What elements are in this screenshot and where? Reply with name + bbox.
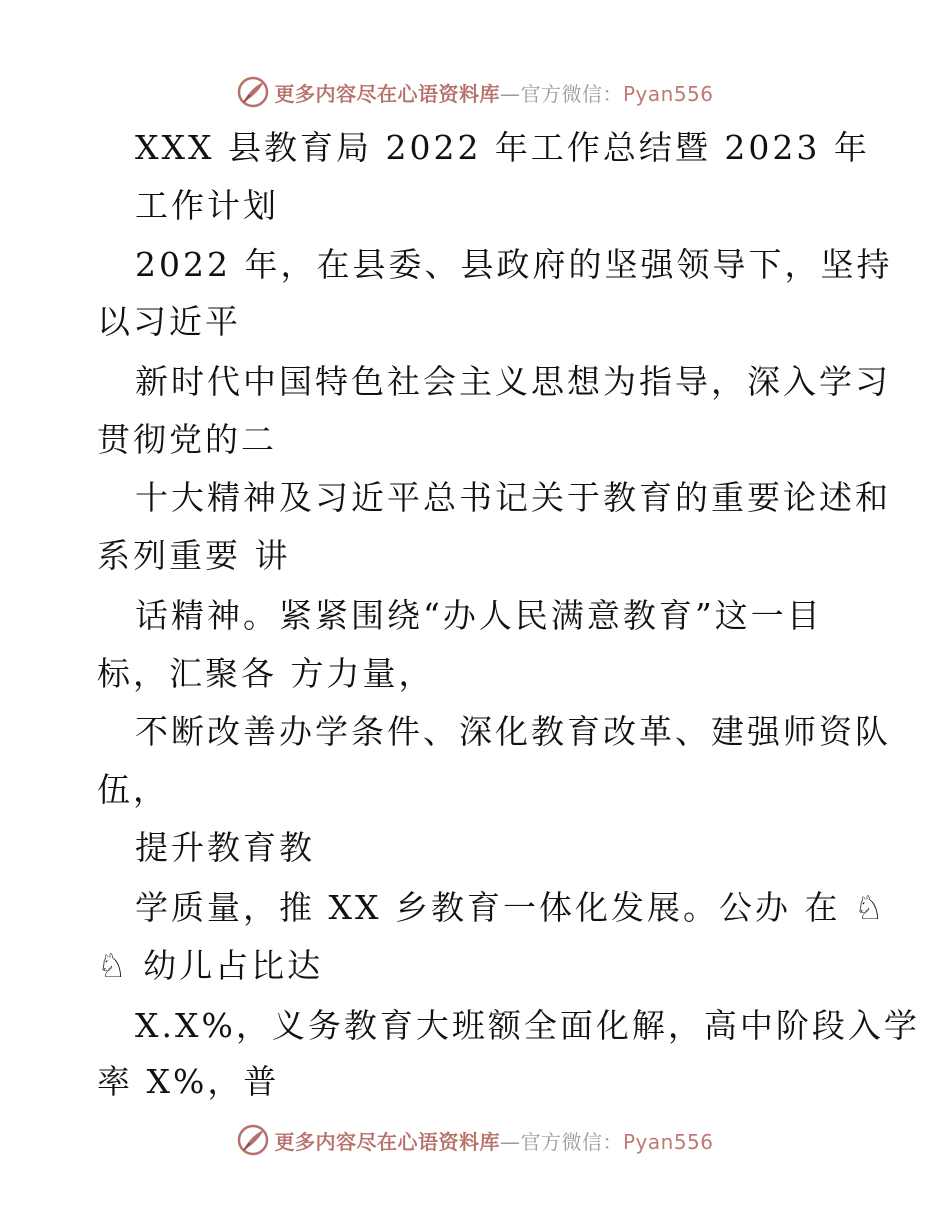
paragraph-line: 系列重要 讲 xyxy=(97,536,291,575)
document-title-line-2: 工作计划 xyxy=(135,186,279,225)
feather-pen-logo-icon xyxy=(236,1123,270,1157)
paragraph-line: 贯彻党的二 xyxy=(97,420,277,459)
paragraph-line: 十大精神及习近平总书记关于教育的重要论述和 xyxy=(135,478,891,517)
watermark-text xyxy=(274,1126,713,1155)
watermark-main: 更多内容尽在心语资料库 xyxy=(274,81,500,106)
watermark-separator: — xyxy=(499,1129,521,1154)
paragraph-line: X.X%，义务教育大班额全面化解，高中阶段入学 xyxy=(135,1006,920,1045)
watermark-text xyxy=(274,78,713,107)
watermark-id: Pyan556 xyxy=(622,1129,714,1154)
watermark-main: 更多内容尽在心语资料库 xyxy=(274,1129,500,1154)
paragraph-line: ♘ 幼儿占比达 xyxy=(97,946,324,985)
paragraph-line: 伍， xyxy=(97,770,169,809)
watermark-banner-top xyxy=(0,72,950,112)
watermark-separator: — xyxy=(499,81,521,106)
watermark-sub: 官方微信： xyxy=(520,1129,623,1154)
paragraph-line: 话精神。紧紧围绕“办人民满意教育”这一目 xyxy=(135,596,823,635)
watermark-banner-bottom xyxy=(0,1120,950,1160)
paragraph-line: 标，汇聚各 方力量， xyxy=(97,654,435,693)
watermark-id: Pyan556 xyxy=(622,81,714,106)
feather-pen-logo-icon xyxy=(236,75,270,109)
paragraph-line: 不断改善办学条件、深化教育改革、建强师资队 xyxy=(135,712,891,751)
paragraph-line: 提升教育教 xyxy=(135,828,315,867)
paragraph-line: 学质量，推 XX 乡教育一体化发展。公办 在 ♘ xyxy=(135,888,887,927)
document-title-line-1: XXX 县教育局 2022 年工作总结暨 2023 年 xyxy=(135,128,870,167)
watermark-sub: 官方微信： xyxy=(520,81,623,106)
paragraph-line: 率 X%，普 xyxy=(97,1062,280,1101)
paragraph-line: 2022 年，在县委、县政府的坚强领导下，坚持 xyxy=(135,245,893,284)
paragraph-line: 新时代中国特色社会主义思想为指导，深入学习 xyxy=(135,362,891,401)
paragraph-line: 以习近平 xyxy=(97,302,241,341)
